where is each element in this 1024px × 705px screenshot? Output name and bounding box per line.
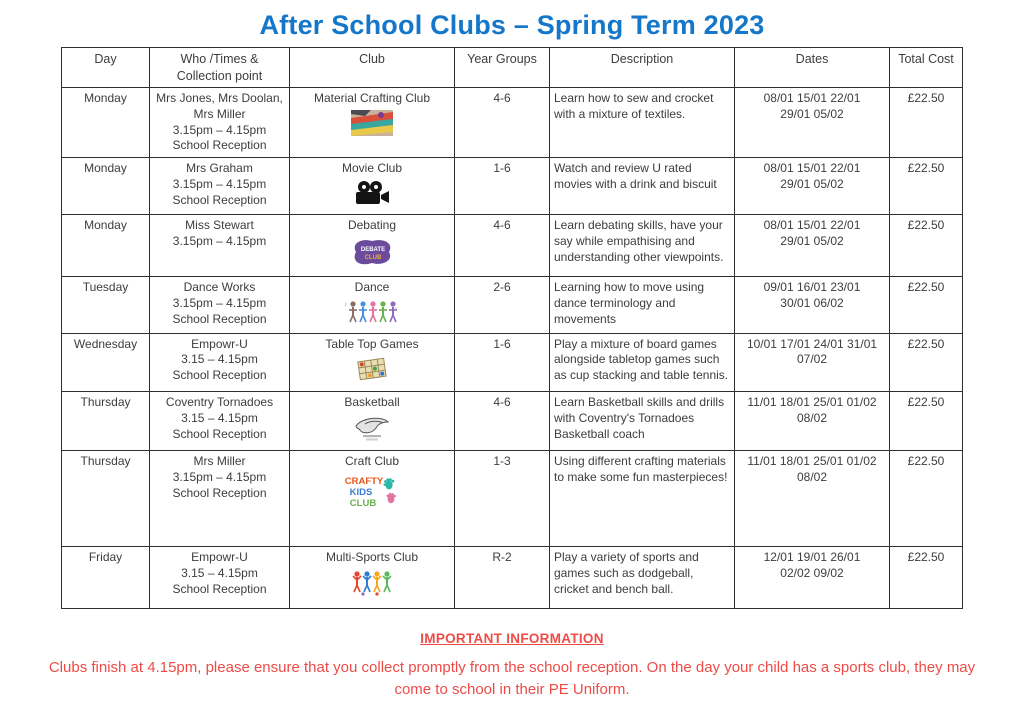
year-groups-cell: 1-6 [455, 333, 550, 392]
important-information-heading: IMPORTANT INFORMATION [420, 630, 604, 646]
who-line: School Reception [172, 368, 267, 383]
day-cell: Monday [62, 88, 150, 158]
dates-line: 12/01 19/01 26/01 [763, 549, 861, 564]
dates-line: 08/02 [796, 411, 828, 426]
club-cell [290, 158, 455, 215]
dates-cell [735, 333, 890, 392]
dates-line: 30/01 06/02 [780, 295, 844, 310]
dates-line: 29/01 05/02 [780, 177, 844, 192]
column-header: Who /Times & Collection point [150, 48, 290, 88]
who-times-cell [150, 392, 290, 451]
table-row [62, 546, 963, 608]
club-name: Craft Club [344, 453, 400, 468]
club-cell [290, 88, 455, 158]
year-groups-cell: 4-6 [455, 88, 550, 158]
day-cell: Wednesday [62, 333, 150, 392]
description-cell: Learning how to move using dance terminology and movements [550, 276, 735, 333]
column-header: Description [550, 48, 735, 88]
club-name: Debating [347, 217, 397, 232]
dates-cell [735, 276, 890, 333]
club-cell [290, 450, 455, 546]
board-game-icon [353, 355, 391, 388]
who-line: School Reception [172, 192, 267, 207]
year-groups-cell: 4-6 [455, 214, 550, 276]
column-header: Day [62, 48, 150, 88]
day-cell: Thursday [62, 392, 150, 451]
club-cell [290, 333, 455, 392]
who-line: 3.15 – 4.15pm [181, 352, 258, 367]
year-groups-cell: 4-6 [455, 392, 550, 451]
table-row [62, 392, 963, 451]
who-times-cell [150, 214, 290, 276]
total-cost-cell: £22.50 [890, 88, 963, 158]
description-cell: Watch and review U rated movies with a drink and biscuit [550, 158, 735, 215]
club-name: Multi-Sports Club [325, 549, 419, 564]
total-cost-cell: £22.50 [890, 546, 963, 608]
column-header: Club [290, 48, 455, 88]
club-cell [290, 392, 455, 451]
dates-line: 08/01 15/01 22/01 [763, 217, 861, 232]
who-line: Dance Works [183, 279, 256, 294]
who-times-cell [150, 88, 290, 158]
who-line: Miss Stewart [185, 217, 254, 232]
table-row [62, 450, 963, 546]
who-line: 3.15 – 4.15pm [181, 565, 258, 580]
table-row [62, 88, 963, 158]
svg-text:CRAFTY: CRAFTY [344, 475, 384, 487]
who-line: 3.15pm – 4.15pm [172, 469, 267, 484]
day-cell: Friday [62, 546, 150, 608]
who-times-cell [150, 158, 290, 215]
dates-line: 29/01 05/02 [780, 233, 844, 248]
dates-line: 09/01 16/01 23/01 [763, 279, 861, 294]
description-cell: Play a variety of sports and games such as dodgeball, cricket and bench ball. [550, 546, 735, 608]
who-times-cell [150, 276, 290, 333]
dates-line: 08/01 15/01 22/01 [763, 91, 861, 105]
dates-line: 11/01 18/01 25/01 01/02 [747, 453, 877, 468]
clubs-table [61, 47, 963, 609]
club-name: Movie Club [341, 161, 403, 176]
description-cell: Using different crafting materials to make some fun masterpieces! [550, 450, 735, 546]
dates-line: 11/01 18/01 25/01 01/02 [747, 395, 877, 410]
total-cost-cell: £22.50 [890, 333, 963, 392]
club-name: Dance [354, 279, 390, 294]
day-cell: Monday [62, 214, 150, 276]
svg-text:CLUB: CLUB [364, 254, 382, 261]
who-line: Mrs Graham [186, 161, 253, 176]
who-line: 3.15pm – 4.15pm [172, 295, 267, 310]
dates-cell [735, 214, 890, 276]
svg-text:DEBATE: DEBATE [360, 246, 386, 253]
dates-cell [735, 158, 890, 215]
year-groups-cell: 2-6 [455, 276, 550, 333]
table-row [62, 158, 963, 215]
who-times-cell [150, 450, 290, 546]
description-cell: Play a mixture of board games alongside tabletop games such as cup stacking and table tennis. [550, 333, 735, 392]
who-line: School Reception [172, 581, 267, 596]
column-header: Dates [735, 48, 890, 88]
total-cost-cell: £22.50 [890, 392, 963, 451]
important-information-text: Clubs finish at 4.15pm, please ensure that you collect promptly from the school reception. On the day your child has a sports club, they may come to school in their PE Uniform. [48, 658, 976, 699]
dates-line: 10/01 17/01 24/01 31/01 [746, 336, 878, 351]
svg-text:KIDS: KIDS [349, 486, 373, 498]
who-line: Coventry Tornadoes [165, 395, 274, 410]
table-row [62, 276, 963, 333]
dates-line: 02/02 09/02 [780, 565, 844, 580]
dance-kids-icon [344, 299, 400, 330]
club-name: Table Top Games [325, 336, 419, 351]
table-row [62, 214, 963, 276]
dates-line: 08/01 15/01 22/01 [763, 161, 861, 176]
svg-text:♪: ♪ [394, 305, 398, 313]
column-header: Total Cost [890, 48, 963, 88]
multi-sports-kids-icon [349, 569, 395, 601]
year-groups-cell: R-2 [455, 546, 550, 608]
year-groups-cell: 1-3 [455, 450, 550, 546]
who-line: Empowr-U [191, 336, 248, 351]
who-line: School Reception [172, 311, 267, 326]
who-line: 3.15 – 4.15pm [181, 411, 258, 426]
table-row [62, 333, 963, 392]
who-line: School Reception [172, 485, 267, 500]
who-line: Mrs Miller [193, 453, 246, 468]
total-cost-cell: £22.50 [890, 276, 963, 333]
column-header: Year Groups [455, 48, 550, 88]
who-line: 3.15pm – 4.15pm [172, 177, 267, 192]
fabric-photo-icon [351, 110, 393, 141]
who-line: School Reception [172, 138, 267, 153]
club-cell [290, 276, 455, 333]
dates-cell [735, 546, 890, 608]
svg-text:CLUB: CLUB [349, 497, 377, 509]
club-name: Basketball [344, 395, 400, 410]
description-cell: Learn debating skills, have your say while empathising and understanding other viewpoints. [550, 214, 735, 276]
year-groups-cell: 1-6 [455, 158, 550, 215]
day-cell: Monday [62, 158, 150, 215]
club-name: Material Crafting Club [313, 91, 431, 105]
table-header [62, 48, 963, 88]
who-line: Mrs Jones, Mrs Doolan, Mrs Miller [156, 91, 283, 121]
total-cost-cell: £22.50 [890, 450, 963, 546]
dates-line: 08/02 [796, 469, 828, 484]
movie-camera-icon [354, 180, 390, 211]
who-line: School Reception [172, 426, 267, 441]
crafty-kids-logo-icon [344, 473, 400, 514]
club-cell [290, 214, 455, 276]
club-cell [290, 546, 455, 608]
description-cell: Learn Basketball skills and drills with Coventry's Tornadoes Basketball coach [550, 392, 735, 451]
debate-club-icon [349, 237, 395, 272]
svg-text:♪: ♪ [344, 300, 348, 308]
tornadoes-logo-icon [352, 414, 392, 447]
who-times-cell [150, 333, 290, 392]
day-cell: Thursday [62, 450, 150, 546]
total-cost-cell: £22.50 [890, 158, 963, 215]
dates-cell [735, 88, 890, 158]
description-cell: Learn how to sew and crocket with a mixture of textiles. [550, 88, 735, 158]
total-cost-cell: £22.50 [890, 214, 963, 276]
who-times-cell [150, 546, 290, 608]
who-line: 3.15pm – 4.15pm [172, 233, 267, 248]
page-title: After School Clubs – Spring Term 2023 [259, 10, 765, 40]
day-cell: Tuesday [62, 276, 150, 333]
dates-line: 29/01 05/02 [780, 106, 844, 121]
dates-cell [735, 392, 890, 451]
dates-cell [735, 450, 890, 546]
who-line: Empowr-U [191, 549, 248, 564]
dates-line: 07/02 [796, 352, 828, 367]
who-line: 3.15pm – 4.15pm [172, 122, 267, 137]
